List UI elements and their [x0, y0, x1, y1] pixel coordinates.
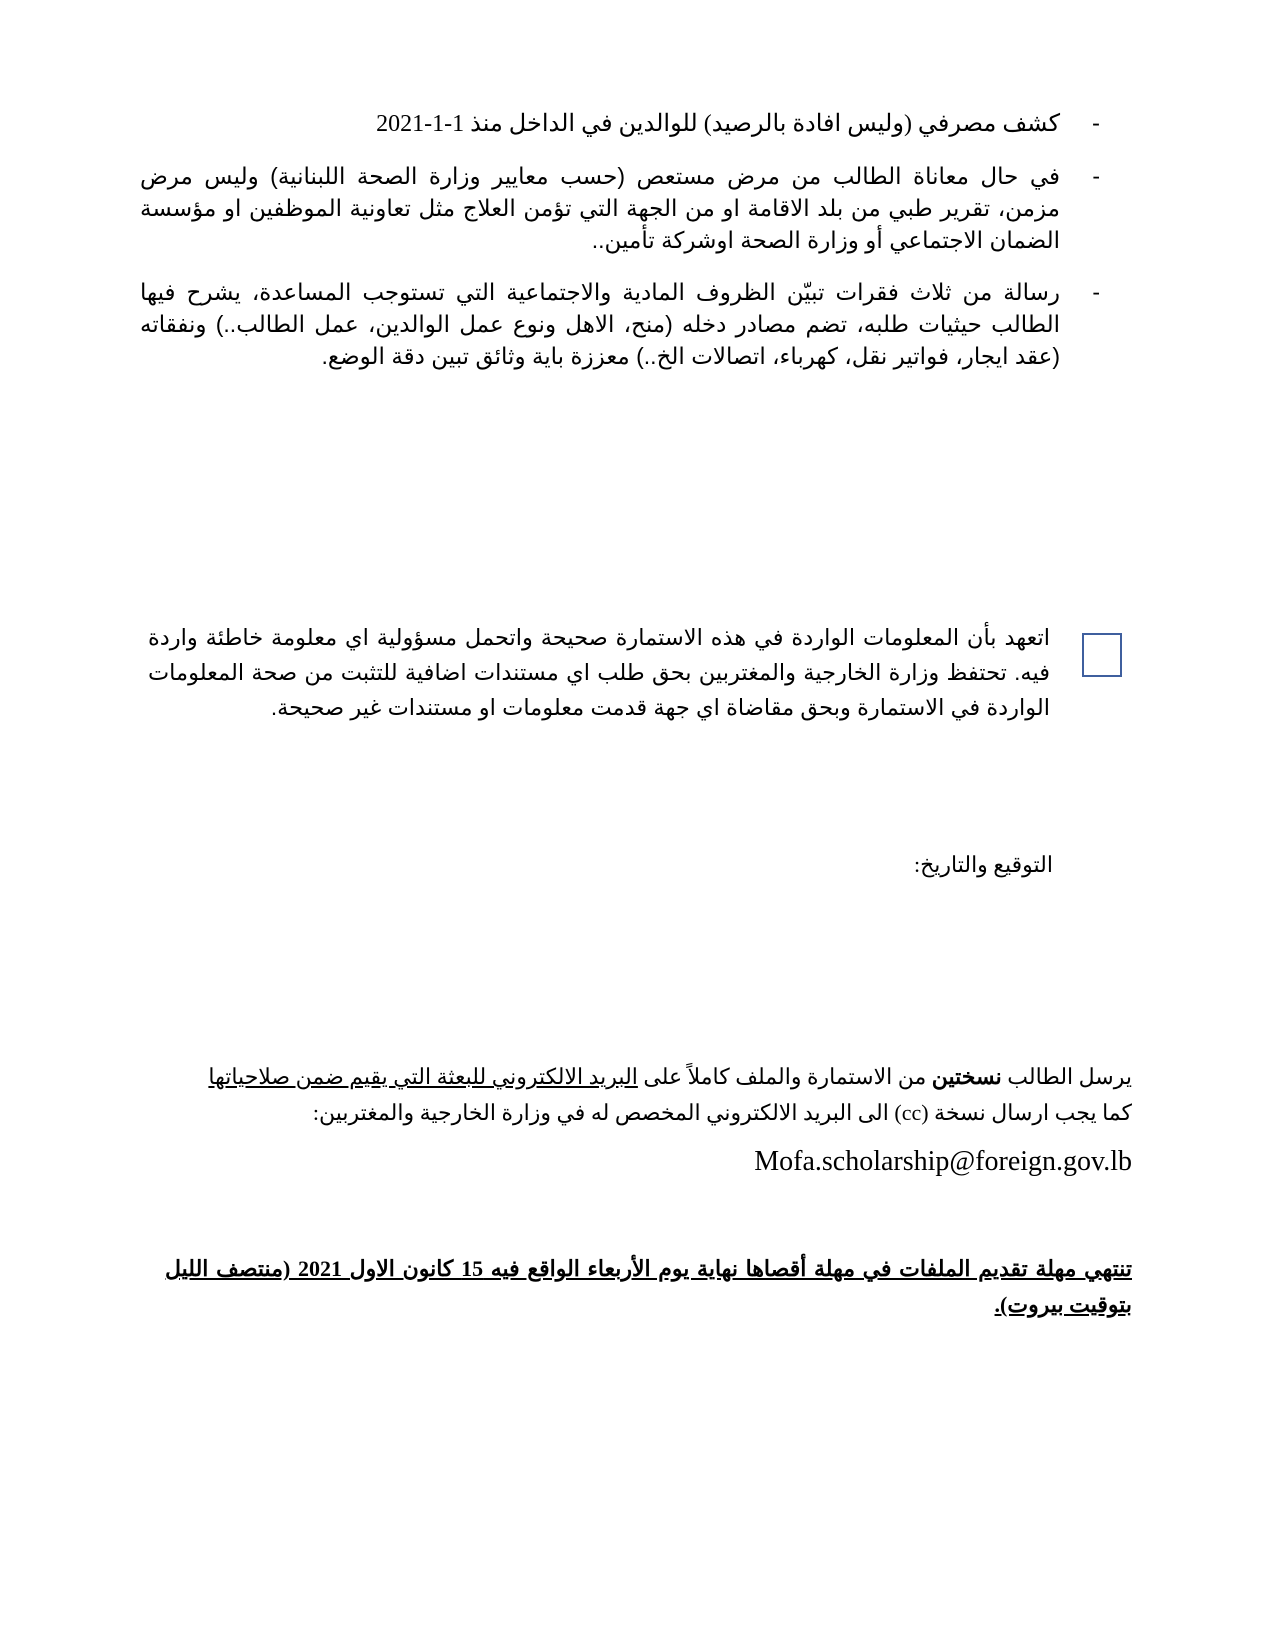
- bullet-dash: -: [1092, 110, 1100, 137]
- requirement-text: في حال معاناة الطالب من مرض مستعص (حسب معايير وزارة الصحة اللبنانية) وليس مرض مزمن، تقرير طبي من بلد الاقامة او من الجهة التي تؤمن العلاج مثل تعاونية الموظفين او مؤسسة الضمان الاجتماعي أو وزارة الصحة اوشركة تأمين..: [140, 163, 1060, 253]
- pledge-text: اتعهد بأن المعلومات الواردة في هذه الاستمارة صحيحة واتحمل مسؤولية اي معلومة خاطئة واردة فيه. تحتفظ وزارة الخارجية والمغتربين بحق طلب اي مستندات اضافية للتثبت من صحة المعلومات الواردة في الاستمارة وبحق مقاضاة اي جهة قدمت معلومات او مستندات غير صحيحة.: [148, 625, 1050, 720]
- mission-email-reference: البريد الالكتروني للبعثة التي يقيم ضمن صلاحياتها: [208, 1064, 638, 1089]
- requirements-list: [140, 108, 1100, 392]
- signature-date-label: التوقيع والتاريخ:: [913, 852, 1053, 877]
- send-line-1: [162, 1059, 1132, 1095]
- bullet-dash: -: [1092, 279, 1100, 305]
- deadline-notice: تنتهي مهلة تقديم الملفات في مهلة أقصاها نهاية يوم الأربعاء الواقع فيه 15 كانون الاول 2021 (منتصف الليل بتوقيت بيروت).: [165, 1256, 1132, 1317]
- requirement-item: [140, 108, 1100, 140]
- requirement-item: [140, 160, 1100, 256]
- pledge-checkbox[interactable]: [1082, 633, 1122, 677]
- requirement-item: [140, 276, 1100, 372]
- requirement-text: كشف مصرفي (وليس افادة بالرصيد) للوالدين في الداخل منذ 1-1-2021: [376, 111, 1060, 137]
- copies-count: نسختين: [931, 1064, 1002, 1089]
- send-line-2: كما يجب ارسال نسخة (cc) الى البريد الالكتروني المخصص له في وزارة الخارجية والمغتربين:: [312, 1100, 1132, 1125]
- requirement-text: رسالة من ثلاث فقرات تبيّن الظروف المادية والاجتماعية التي تستوجب المساعدة، يشرح فيها الطالب حيثيات طلبه، تضم مصادر دخله (منح، الاهل ونوع عمل الوالدين، عمل الطالب..) ونفقاته (عقد ايجار، فواتير نقل، كهرباء، اتصالات الخ..) معززة باية وثائق تبين دقة الوضع.: [140, 279, 1060, 369]
- send-instructions: [162, 1059, 1132, 1131]
- scholarship-email[interactable]: Mofa.scholarship@foreign.gov.lb: [754, 1146, 1132, 1177]
- send-text-part2: من الاستمارة والملف كاملاً على: [637, 1064, 932, 1089]
- bullet-dash: -: [1092, 163, 1100, 189]
- send-text-part1: يرسل الطالب: [1001, 1064, 1132, 1089]
